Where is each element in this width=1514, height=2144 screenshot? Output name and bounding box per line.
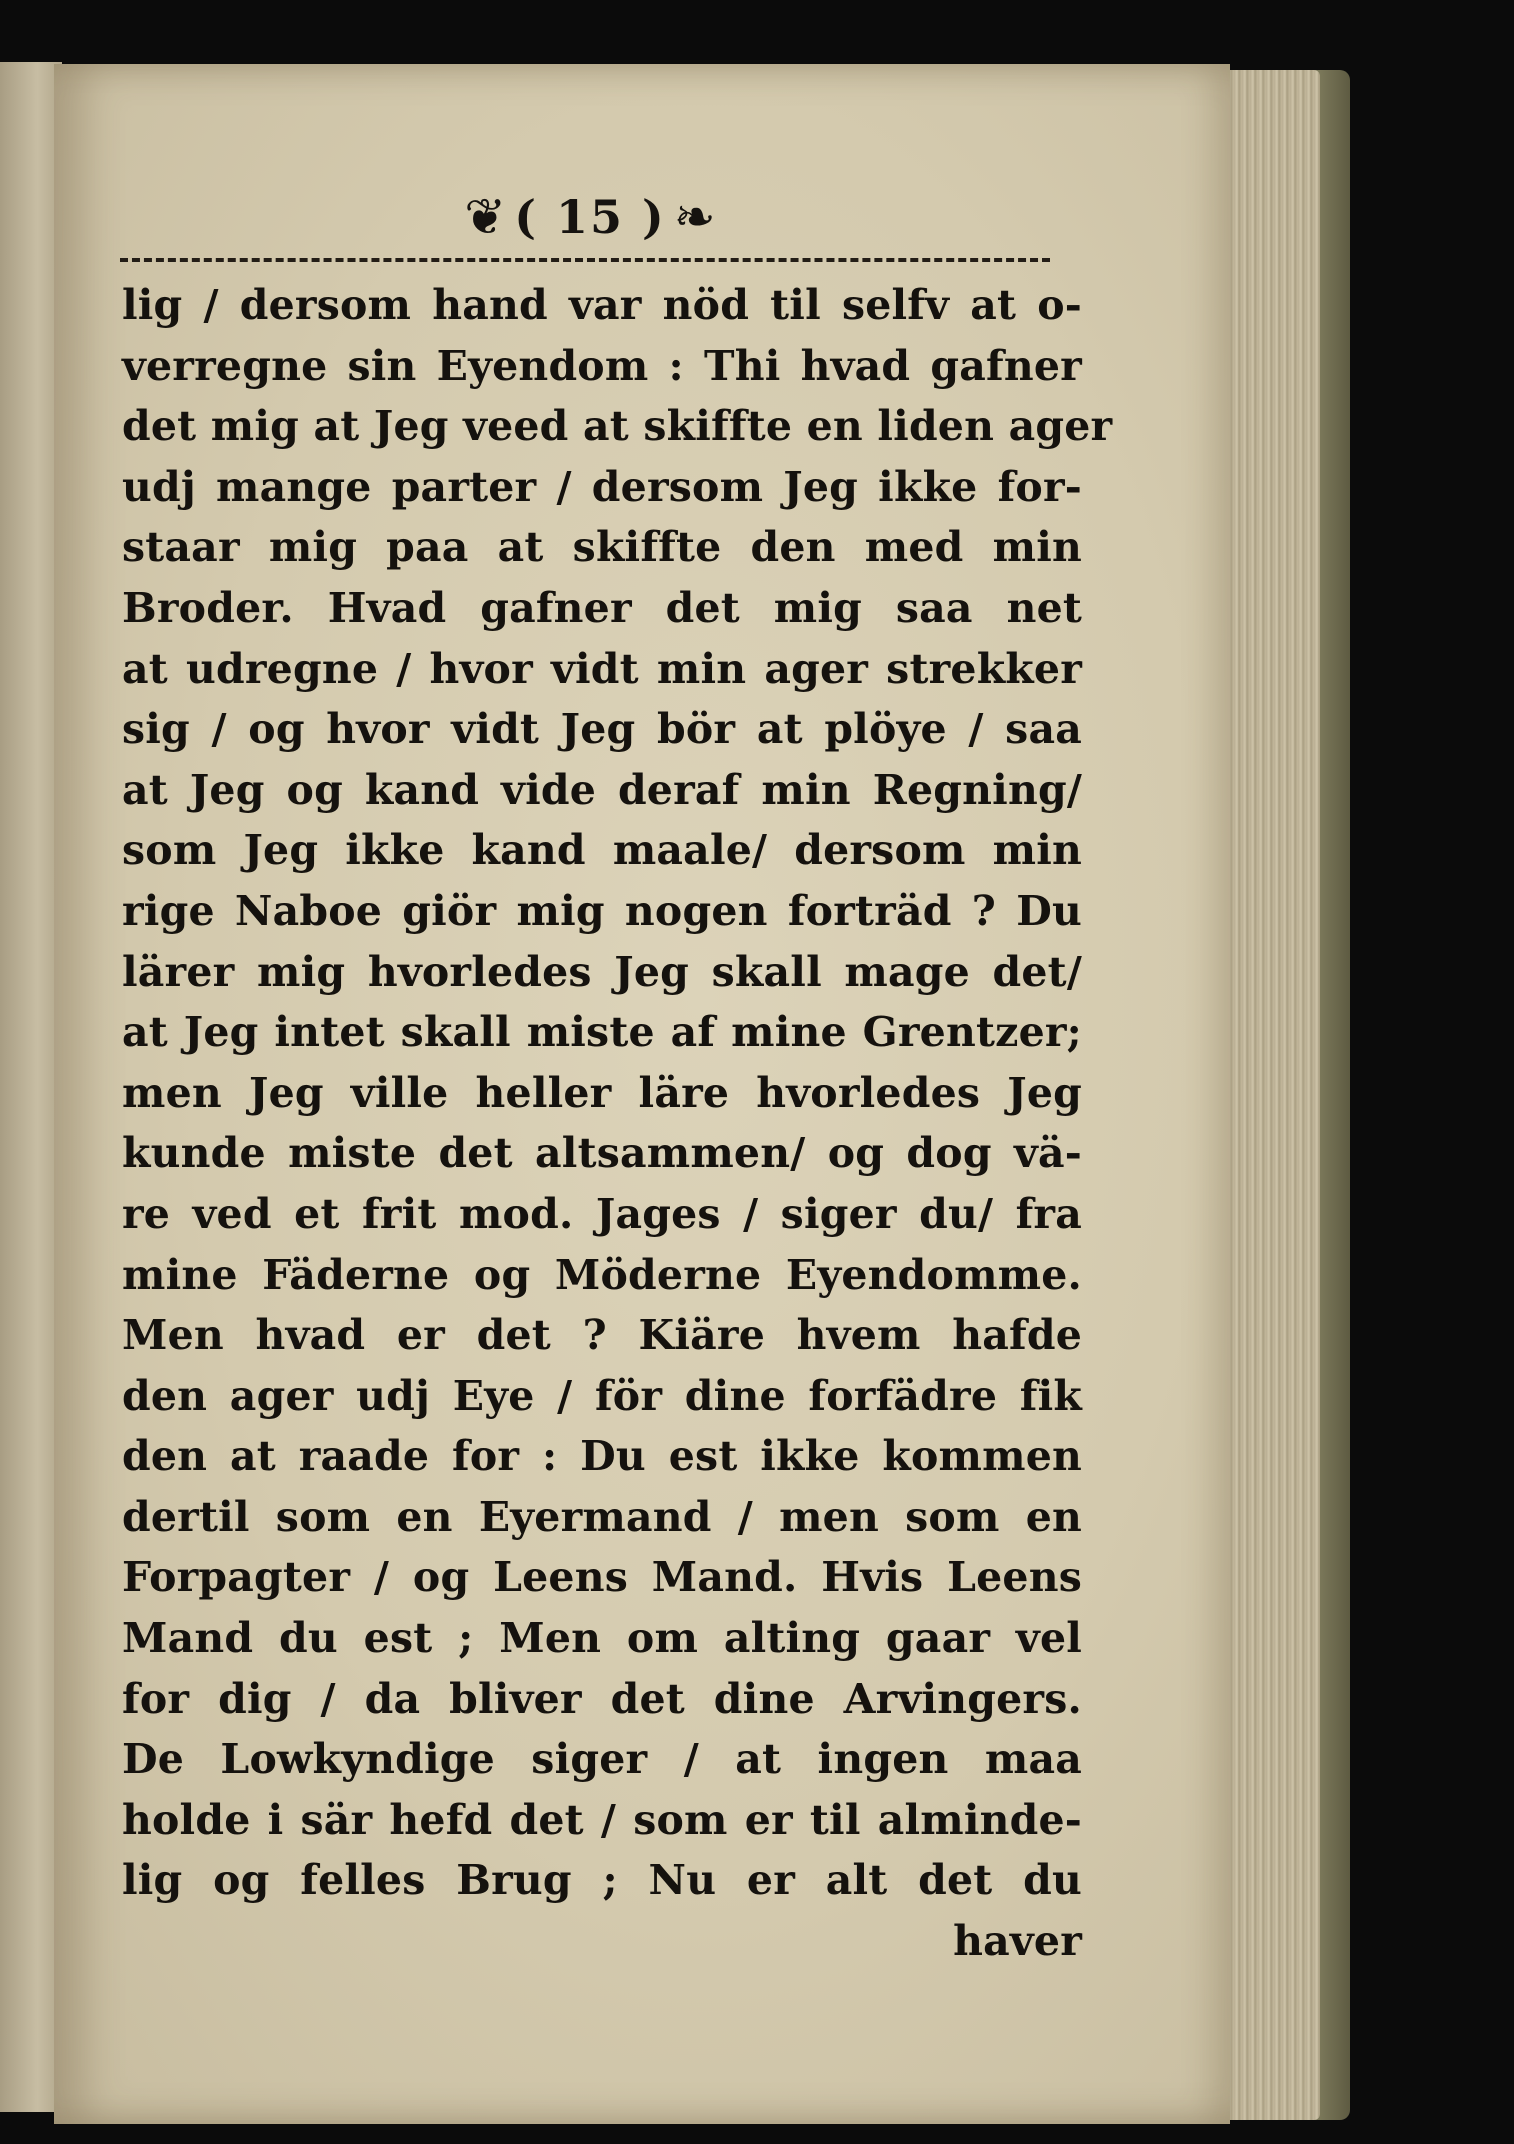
text-line: dertil som en Eyermand / men som en [122,1492,1082,1541]
text-line: den ager udj Eye / för dine forfädre fik [122,1371,1082,1420]
text-line: Broder. Hvad gafner det mig saa net [122,583,1082,632]
previous-page-edge [0,62,62,2112]
text-line: at Jeg og kand vide deraf min Regning/ [122,765,1082,814]
text-line: at udregne / hvor vidt min ager strekker [122,644,1082,693]
text-line: som Jeg ikke kand maale/ dersom min [122,826,1082,875]
text-line: Men hvad er det ? Kiäre hvem hafde [122,1311,1082,1360]
text-line: sig / og hvor vidt Jeg bör at plöye / saa [122,705,1082,754]
text-line: lärer mig hvorledes Jeg skall mage det/ [122,947,1082,996]
left-ornament-icon: ❦ [464,188,507,246]
text-line: mine Fäderne og Möderne Eyendomme. [122,1250,1082,1299]
text-line: staar mig paa at skiffte den med min [122,523,1082,572]
text-line: Forpagter / og Leens Mand. Hvis Leens [122,1553,1082,1602]
text-line: kunde miste det altsammen/ og dog vä- [122,1129,1082,1178]
text-line: udj mange parter / dersom Jeg ikke for- [122,462,1082,511]
text-line: holde i sär hefd det / som er til alminde- [122,1795,1082,1844]
text-line: rige Naboe giör mig nogen forträd ? Du [122,886,1082,935]
body-text [122,275,1113,1972]
page-number: ( 15 ) [514,190,666,244]
catchword: haver [953,1917,1082,1966]
text-line: for dig / da bliver det dine Arvingers. [122,1674,1082,1723]
text-line: re ved et frit mod. Jages / siger du/ fra [122,1189,1082,1238]
text-line: det mig at Jeg veed at skiffte en liden ager [122,402,1113,451]
right-ornament-icon: ❧ [673,188,716,246]
text-line: men Jeg ville heller läre hvorledes Jeg [122,1068,1082,1117]
text-line: at Jeg intet skall miste af mine Grentzer; [122,1008,1082,1057]
text-line: De Lowkyndige siger / at ingen maa [122,1735,1082,1784]
header-rule [120,258,1050,262]
text-line: lig / dersom hand var nöd til selfv at o- [122,281,1082,329]
text-line: verregne sin Eyendom : Thi hvad gafner [122,341,1082,390]
text-line: lig og felles Brug ; Nu er alt det du [122,1856,1082,1905]
page-header [420,182,760,252]
text-line: den at raade for : Du est ikke kommen [122,1432,1082,1481]
text-line: Mand du est ; Men om alting gaar vel [122,1614,1082,1663]
